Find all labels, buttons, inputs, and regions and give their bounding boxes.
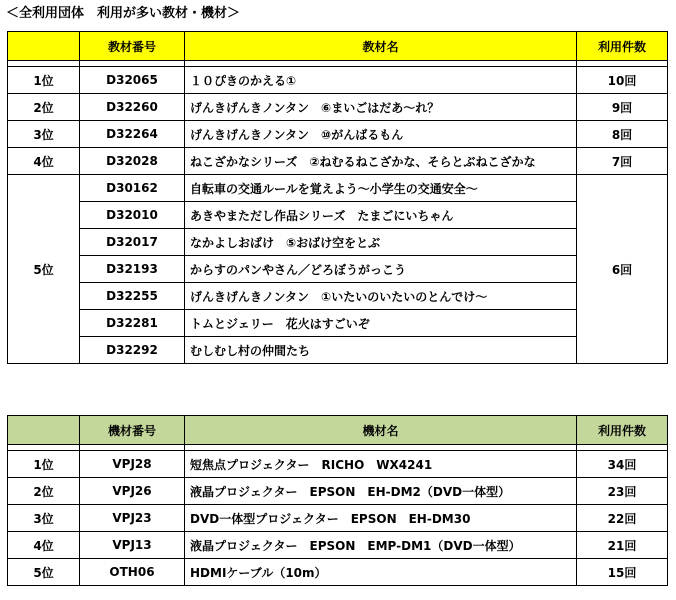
name-cell: 液晶プロジェクター EPSON EH-DM2（DVD一体型）	[185, 478, 577, 505]
name-cell: 液晶プロジェクター EPSON EMP-DM1（DVD一体型）	[185, 532, 577, 559]
count-cell: 10回	[577, 67, 668, 94]
equipment-table	[7, 415, 668, 586]
rank-cell: 3位	[8, 121, 80, 148]
table-row	[8, 256, 668, 283]
header-rank	[8, 416, 80, 445]
code-cell: VPJ28	[80, 451, 185, 478]
code-cell: VPJ26	[80, 478, 185, 505]
code-cell: VPJ23	[80, 505, 185, 532]
code-cell: D30162	[80, 175, 185, 202]
count-cell: 8回	[577, 121, 668, 148]
count-cell: 23回	[577, 478, 668, 505]
table-row	[8, 283, 668, 310]
count-cell: 22回	[577, 505, 668, 532]
name-cell: げんきげんきノンタン ①いたいのいたいのとんでけ～	[185, 283, 577, 310]
rank-cell: 5位	[8, 175, 80, 364]
table-row	[8, 175, 668, 202]
code-cell: OTH06	[80, 559, 185, 586]
name-cell: １０ぴきのかえる①	[185, 67, 577, 94]
rank-cell: 2位	[8, 94, 80, 121]
code-cell: D32260	[80, 94, 185, 121]
code-cell: D32028	[80, 148, 185, 175]
table-row	[8, 67, 668, 94]
table-row	[8, 121, 668, 148]
table-row	[8, 532, 668, 559]
name-cell: トムとジェリー 花火はすごいぞ	[185, 310, 577, 337]
table-row	[8, 559, 668, 586]
table-row	[8, 202, 668, 229]
name-cell: からすのパンやさん／どろぼうがっこう	[185, 256, 577, 283]
code-cell: D32010	[80, 202, 185, 229]
name-cell: げんきげんきノンタン ⑩がんばるもん	[185, 121, 577, 148]
rank-cell: 4位	[8, 148, 80, 175]
name-cell: 自転車の交通ルールを覚えよう～小学生の交通安全～	[185, 175, 577, 202]
table-header-row	[8, 32, 668, 61]
header-count: 利用件数	[577, 416, 668, 445]
rank-cell: 2位	[8, 478, 80, 505]
table-row	[8, 478, 668, 505]
table-row	[8, 94, 668, 121]
code-cell: D32017	[80, 229, 185, 256]
table-header-row	[8, 416, 668, 445]
code-cell: D32264	[80, 121, 185, 148]
name-cell: げんきげんきノンタン ⑥まいごはだあ～れ？	[185, 94, 577, 121]
header-code: 教材番号	[80, 32, 185, 61]
teaching-materials-table	[7, 31, 668, 364]
count-cell: 21回	[577, 532, 668, 559]
header-count: 利用件数	[577, 32, 668, 61]
rank-cell: 1位	[8, 67, 80, 94]
table-row	[8, 505, 668, 532]
rank-cell: 1位	[8, 451, 80, 478]
name-cell: DVD一体型プロジェクター EPSON EH-DM30	[185, 505, 577, 532]
count-cell: 15回	[577, 559, 668, 586]
name-cell: なかよしおばけ ⑤おばけ空をとぶ	[185, 229, 577, 256]
code-cell: D32065	[80, 67, 185, 94]
page-heading: ＜全利用団体 利用が多い教材・機材＞	[6, 6, 241, 21]
count-cell: 6回	[577, 175, 668, 364]
rank-cell: 3位	[8, 505, 80, 532]
rank-cell: 4位	[8, 532, 80, 559]
name-cell: むしむし村の仲間たち	[185, 337, 577, 364]
count-cell: 7回	[577, 148, 668, 175]
rank-cell: 5位	[8, 559, 80, 586]
table-row	[8, 451, 668, 478]
code-cell: D32292	[80, 337, 185, 364]
code-cell: VPJ13	[80, 532, 185, 559]
header-name: 教材名	[185, 32, 577, 61]
code-cell: D32193	[80, 256, 185, 283]
header-code: 機材番号	[80, 416, 185, 445]
code-cell: D32281	[80, 310, 185, 337]
name-cell: 短焦点プロジェクター RICHO WX4241	[185, 451, 577, 478]
header-name: 機材名	[185, 416, 577, 445]
count-cell: 34回	[577, 451, 668, 478]
name-cell: ねこざかなシリーズ ②ねむるねこざかな、そらとぶねこざかな	[185, 148, 577, 175]
count-cell: 9回	[577, 94, 668, 121]
table-row	[8, 148, 668, 175]
name-cell: あきやまただし作品シリーズ たまごにいちゃん	[185, 202, 577, 229]
table-row	[8, 229, 668, 256]
table-row	[8, 337, 668, 364]
name-cell: HDMIケーブル（10m）	[185, 559, 577, 586]
code-cell: D32255	[80, 283, 185, 310]
header-rank	[8, 32, 80, 61]
table-row	[8, 310, 668, 337]
